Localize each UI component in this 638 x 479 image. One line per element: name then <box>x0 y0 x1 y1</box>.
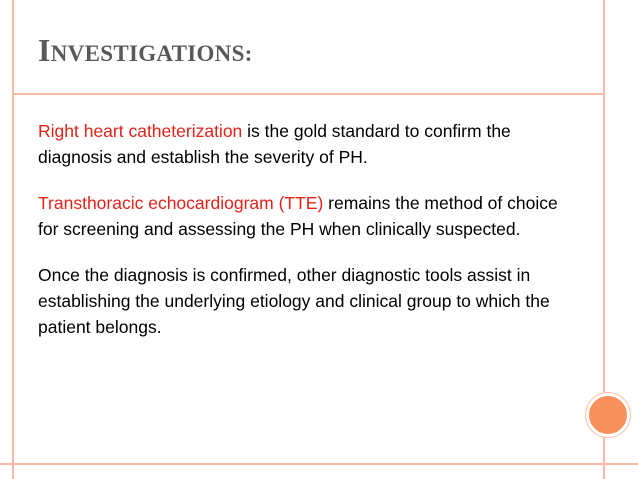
frame-bottom-line <box>0 463 638 465</box>
paragraph-catheterization <box>38 118 558 170</box>
highlight-catheterization: Right heart catheterization <box>38 121 243 141</box>
slide-title <box>38 34 253 66</box>
highlight-tte: Transthoracic echocardiogram (TTE) <box>38 193 324 213</box>
slide-body <box>38 118 558 360</box>
text-diagnostic-tools: Once the diagnosis is confirmed, other diagnostic tools assist in establishing the underlying etiology and clinical group to which the patient belongs. <box>38 265 550 337</box>
title-divider <box>14 93 603 95</box>
text-tte: remains the method of choice for screening and assessing the PH when clinically suspected. <box>38 193 558 239</box>
decorative-circle <box>586 393 630 437</box>
slide-title-rest: NVESTIGATIONS: <box>50 41 253 66</box>
slide-title-initial: I <box>38 32 51 68</box>
paragraph-diagnostic-tools <box>38 262 558 340</box>
paragraph-tte <box>38 190 558 242</box>
frame-left-line <box>12 0 14 479</box>
text-catheterization: is the gold standard to confirm the diagnosis and establish the severity of PH. <box>38 121 511 167</box>
